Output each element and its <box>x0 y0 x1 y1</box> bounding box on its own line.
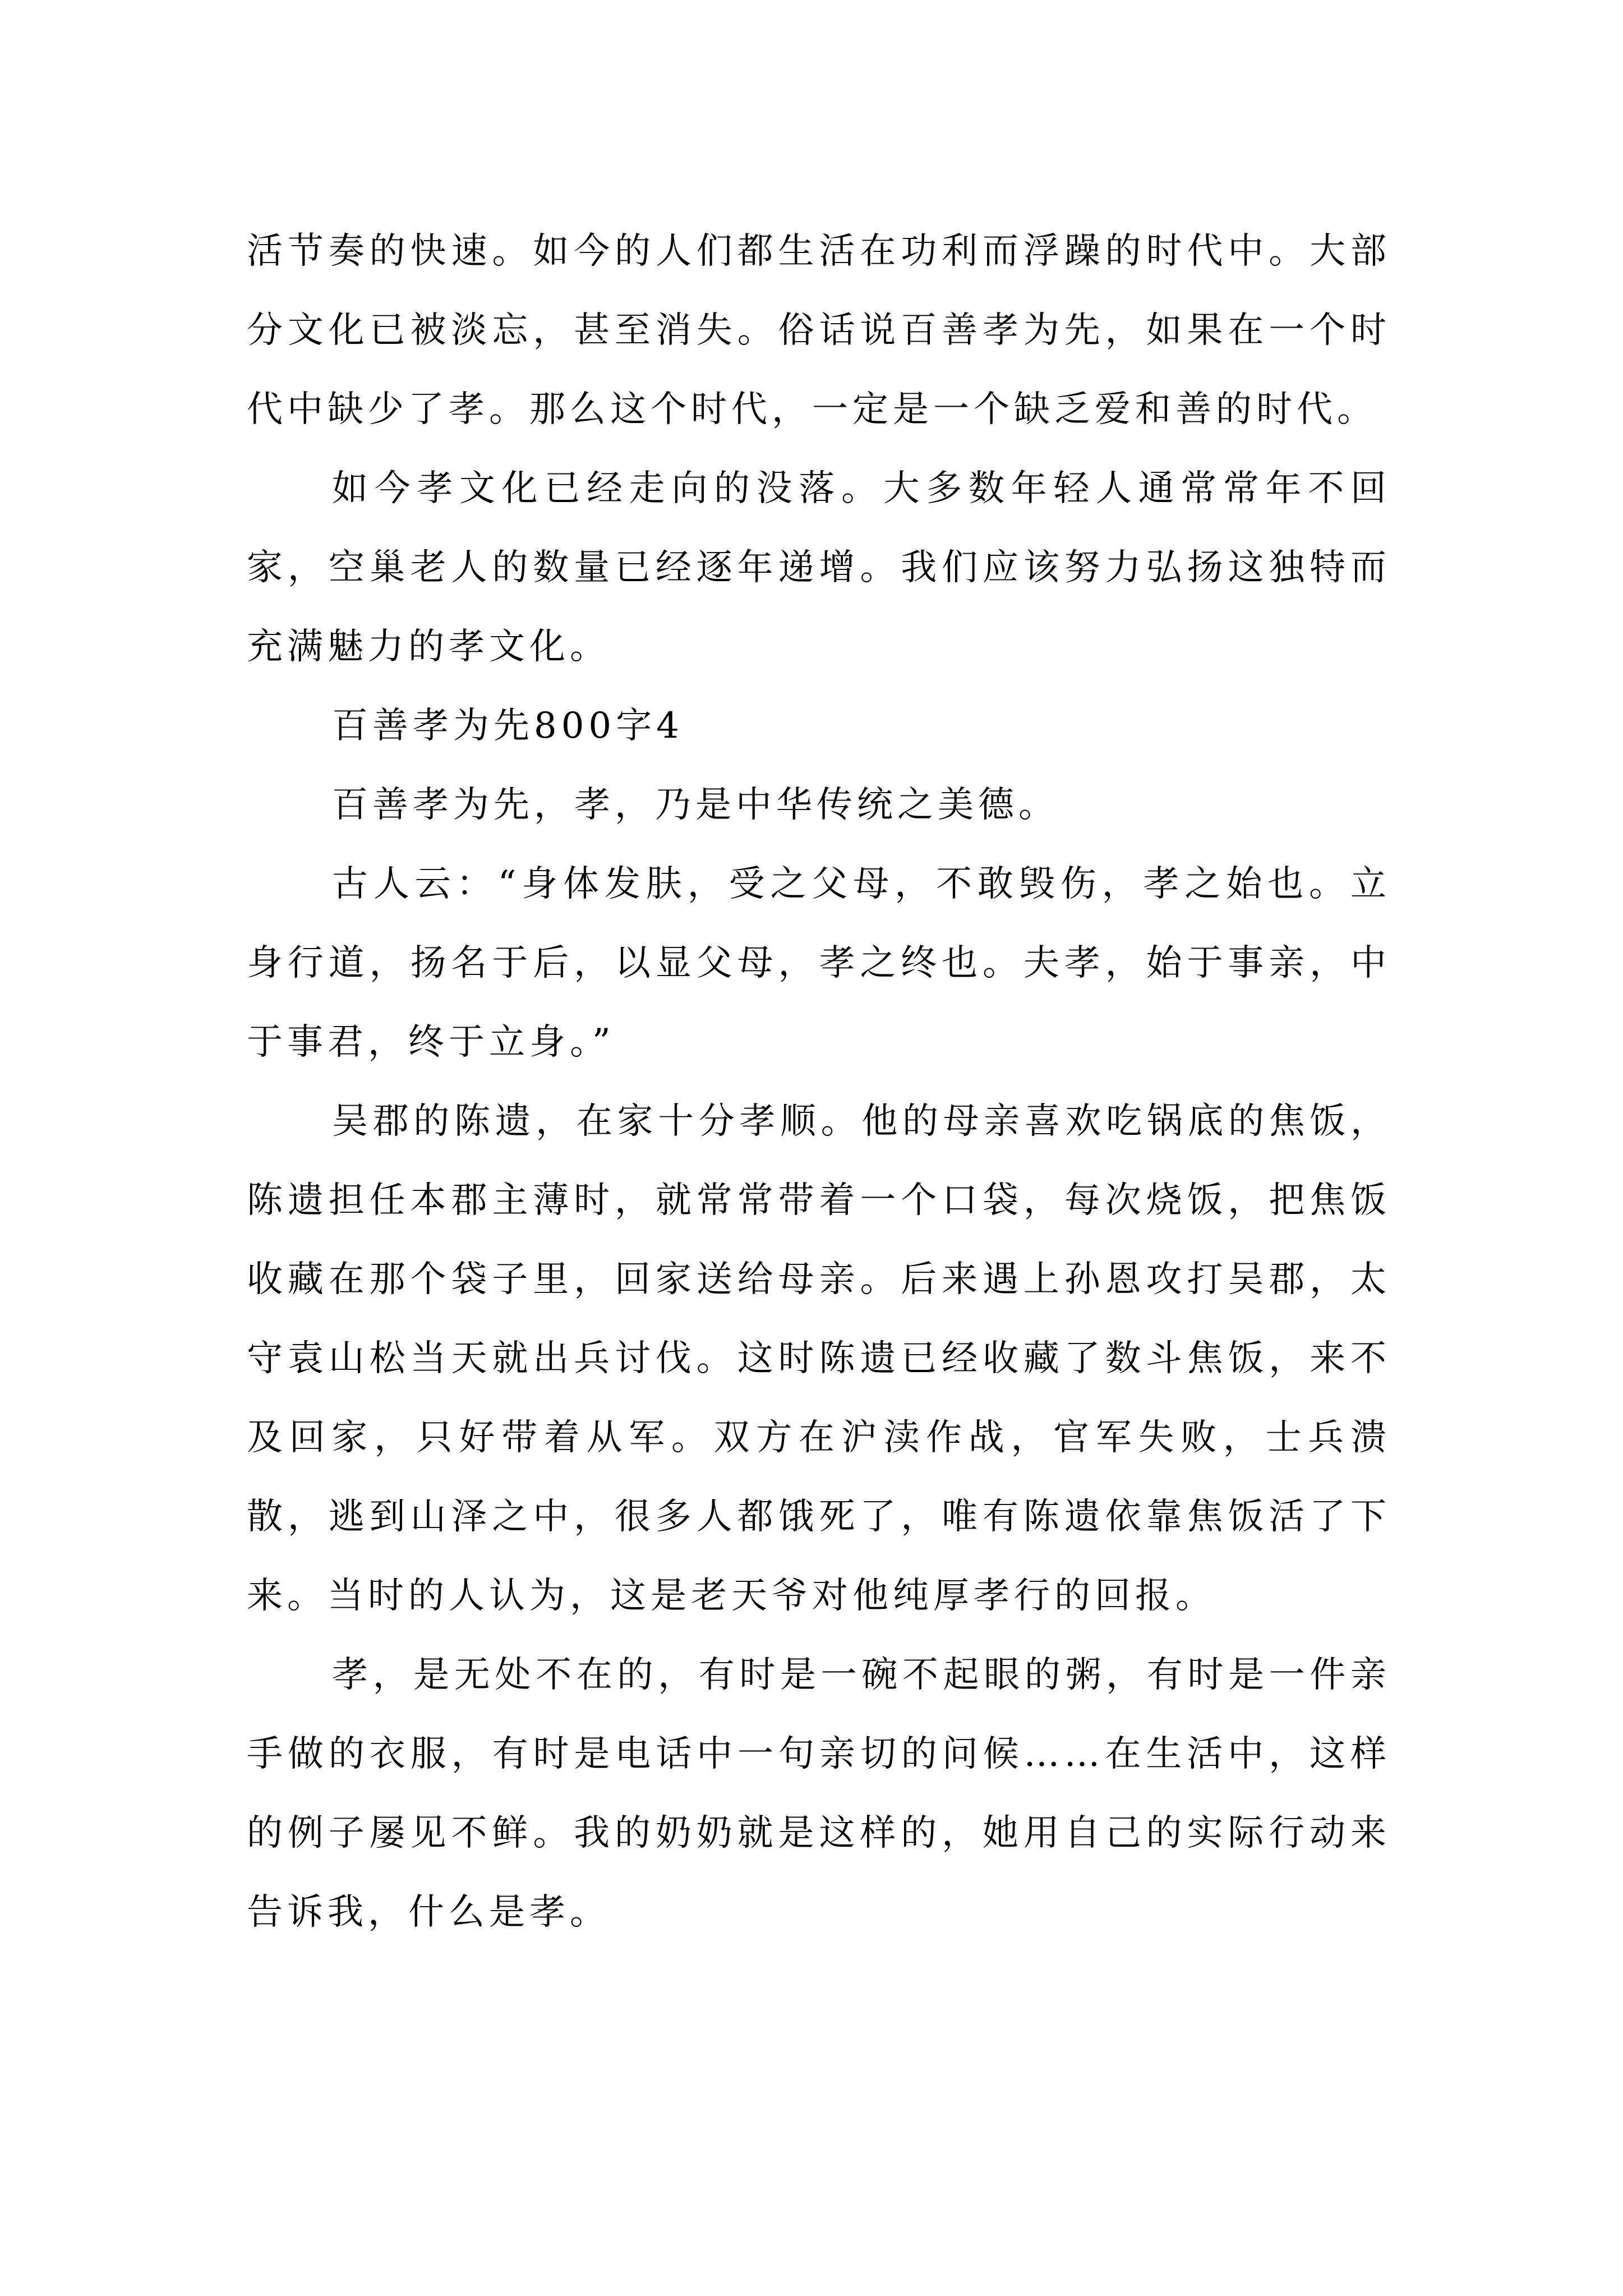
section-heading: 百善孝为先800字4 <box>332 705 684 747</box>
paragraph: 孝，是无处不在的，有时是一碗不起眼的粥，有时是一件亲手做的衣服，有时是电话中一句亲切的问候……在生活中，这样的例子屡见不鲜。我的奶奶就是这样的，她用自己的实际行动来告诉我，什么是孝。 <box>247 1654 1391 1933</box>
paragraph: 吴郡的陈遗，在家十分孝顺。他的母亲喜欢吃锅底的焦饭，陈遗担任本郡主薄时，就常常带着一个口袋，每次烧饭，把焦饭收藏在那个袋子里，回家送给母亲。后来遇上孙恩攻打吴郡，太守袁山松当天就出兵讨伐。这时陈遗已经收藏了数斗焦饭，来不及回家，只好带着从军。双方在沪渎作战，官军失败，士兵溃散，逃到山泽之中，很多人都饿死了，唯有陈遗依靠焦饭活了下来。当时的人认为，这是老天爷对他纯厚孝行的回报。 <box>247 1101 1391 1617</box>
paragraph: 百善孝为先，孝，乃是中华传统之美德。 <box>332 784 1059 826</box>
document-body <box>247 212 1391 1952</box>
paragraph: 活节奏的快速。如今的人们都生活在功利而浮躁的时代中。大部分文化已被淡忘，甚至消失。俗话说百善孝为先，如果在一个时代中缺少了孝。那么这个时代，一定是一个缺乏爱和善的时代。 <box>247 231 1391 430</box>
paragraph: 古人云：“身体发肤，受之父母，不敢毁伤，孝之始也。立身行道，扬名于后，以显父母，孝之终也。夫孝，始于事亲，中于事君，终于立身。” <box>247 863 1391 1063</box>
paragraph: 如今孝文化已经走向的没落。大多数年轻人通常常年不回家，空巢老人的数量已经逐年递增。我们应该努力弘扬这独特而充满魅力的孝文化。 <box>247 468 1391 668</box>
